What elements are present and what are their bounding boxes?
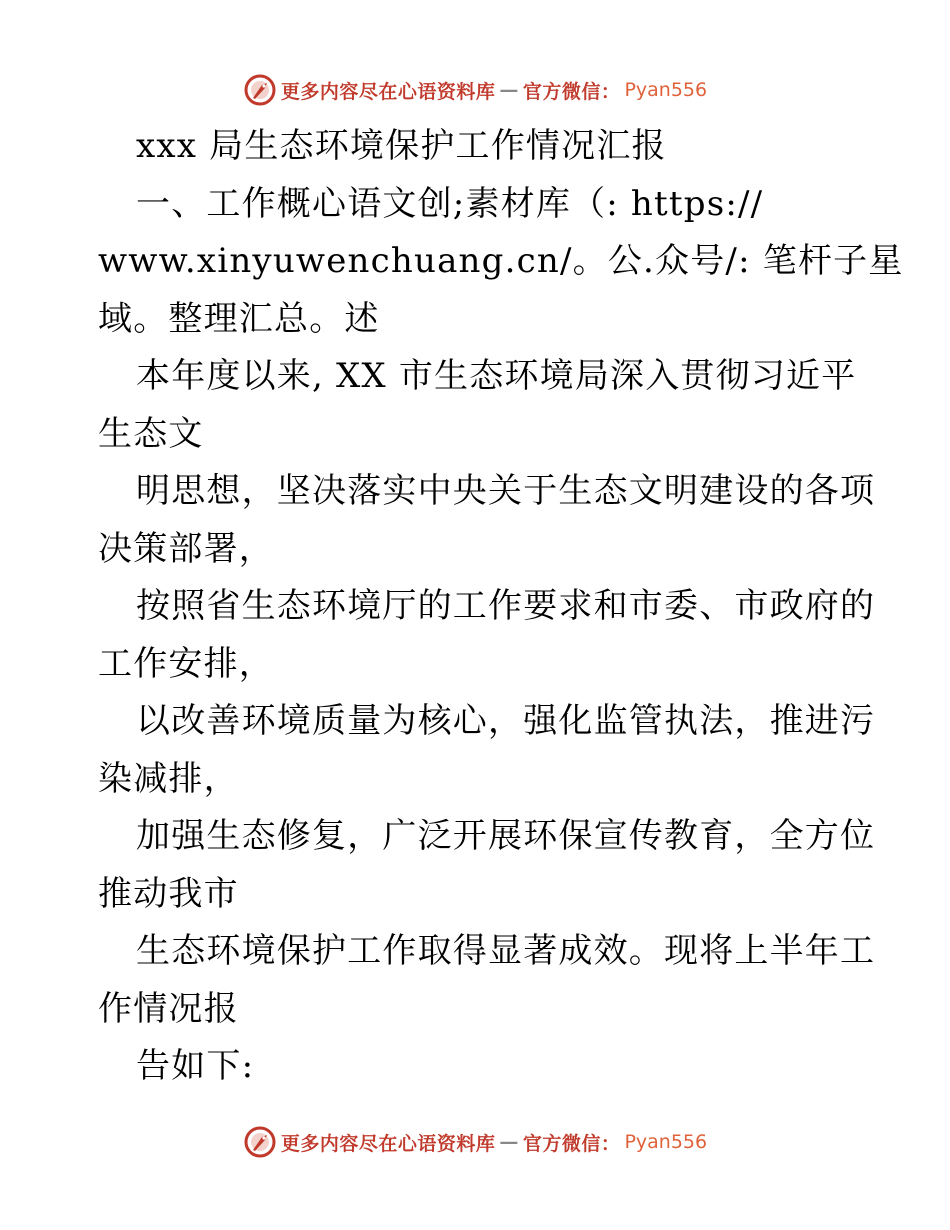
- doc-line: 染减排，: [98, 758, 239, 799]
- pen-nib-logo-icon: [243, 73, 277, 107]
- doc-line: 以改善环境质量为核心，强化监管执法，推进污: [136, 701, 876, 741]
- doc-line: 本年度以来, XX 市生态环境局深入贯彻习近平: [136, 356, 857, 396]
- doc-line: 生态文: [98, 413, 204, 454]
- header-banner: [0, 68, 950, 112]
- banner-dash: —: [499, 79, 519, 101]
- doc-line: 按照省生态环境厅的工作要求和市委、市政府的: [136, 586, 876, 626]
- doc-line: 告如下:: [136, 1046, 255, 1086]
- doc-line: 推动我市: [98, 873, 239, 914]
- banner-wechat-label: 官方微信：: [522, 1132, 621, 1155]
- doc-line: 加强生态修复，广泛开展环保宣传教育，全方位: [136, 816, 876, 856]
- pen-nib-logo-icon: [243, 1125, 277, 1159]
- doc-line: 生态环境保护工作取得显著成效。现将上半年工: [136, 931, 876, 971]
- banner-dash: —: [499, 1131, 519, 1153]
- doc-line: 域。整理汇总。述: [98, 298, 380, 339]
- footer-banner: [0, 1120, 950, 1164]
- banner-title: 更多内容尽在心语资料库: [280, 80, 496, 103]
- banner-wechat-label: 官方微信：: [522, 80, 621, 103]
- doc-title: xxx 局生态环境保护工作情况汇报: [136, 126, 667, 166]
- doc-line: 一、工作概心语文创;素材库（: https://: [136, 183, 764, 224]
- doc-line: 作情况报: [98, 988, 239, 1029]
- document-body: [98, 118, 904, 1096]
- doc-line: www.xinyuwenchuang.cn/。公.众号/: 笔杆子星: [98, 241, 904, 281]
- banner-wechat-id: Pyan556: [624, 1131, 708, 1153]
- banner-title: 更多内容尽在心语资料库: [280, 1132, 496, 1155]
- doc-line: 决策部署，: [98, 528, 274, 569]
- banner-wechat-id: Pyan556: [624, 79, 708, 101]
- doc-line: 明思想，坚决落实中央关于生态文明建设的各项: [136, 471, 876, 511]
- doc-line: 工作安排，: [98, 643, 274, 684]
